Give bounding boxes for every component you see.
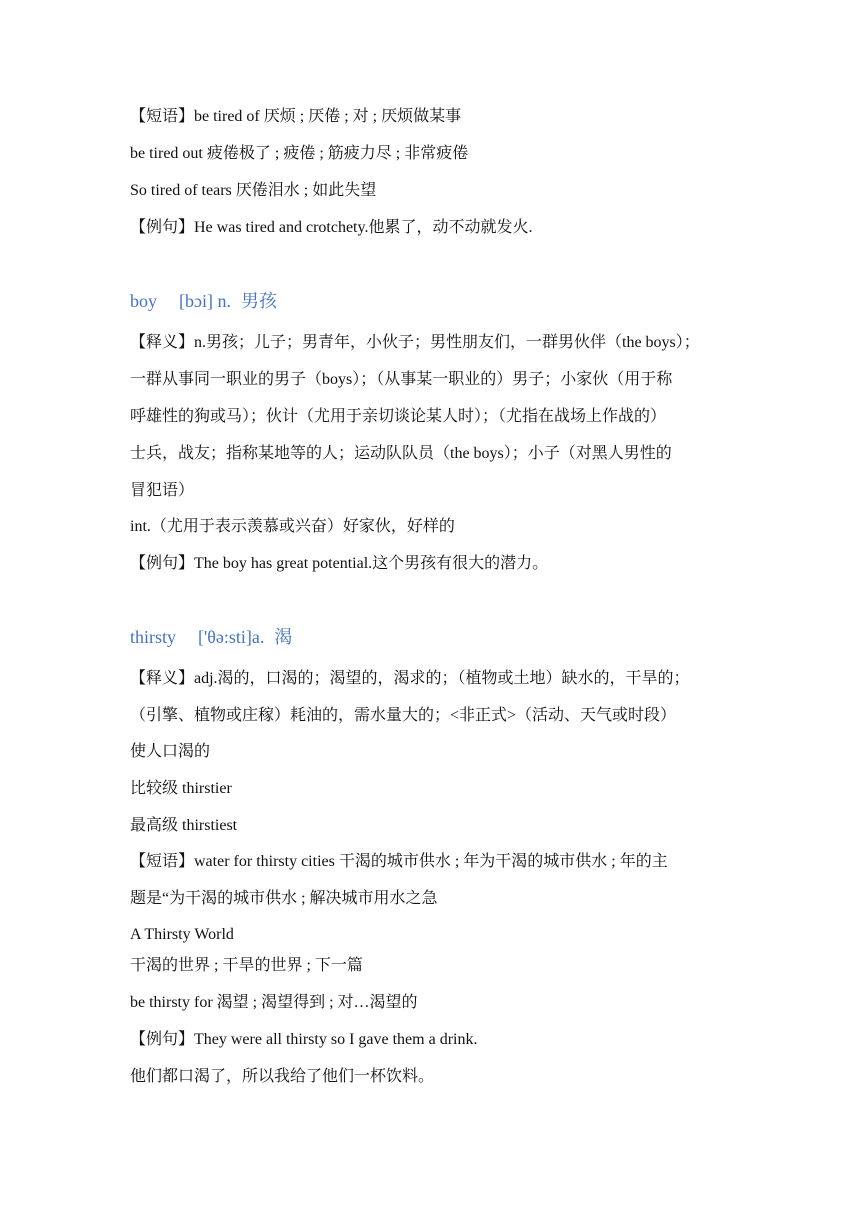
thirsty-phrase-1b: 题是“为干渴的城市供水 ; 解决城市用水之急 xyxy=(130,890,438,907)
thirsty-superlative: 最高级 thirstiest xyxy=(130,817,238,834)
headword-boy-phonetic: [bɔi] n. xyxy=(179,291,231,311)
thirsty-example-en: 【例句】They were all thirsty so I gave them a drink. xyxy=(130,1031,478,1048)
headword-boy-word: boy xyxy=(130,291,157,311)
thirsty-phrase-3: be thirsty for 渴望 ; 渴望得到 ; 对…渴望的 xyxy=(130,994,418,1011)
headword-boy-meaning: 男孩 xyxy=(240,291,277,311)
headword-thirsty-meaning: 渴 xyxy=(274,627,293,647)
thirsty-comparative: 比较级 thirstier xyxy=(130,780,232,797)
boy-definition-4: 士兵，战友；指称某地等的人；运动队队员（the boys）；小子（对黑人男性的 xyxy=(130,445,672,462)
headword-thirsty-phonetic: ['θə:sti]a. xyxy=(198,627,265,647)
boy-definition-1: 【释义】n.男孩；儿子；男青年，小伙子；男性朋友们，一群男伙伴（the boys）； xyxy=(130,334,700,351)
tired-example: 【例句】He was tired and crotchety.他累了，动不动就发火. xyxy=(130,219,533,236)
tired-phrase-3: So tired of tears 厌倦泪水 ; 如此失望 xyxy=(130,182,377,199)
boy-definition-5: 冒犯语） xyxy=(130,482,195,499)
boy-int-definition: int.（尤用于表示羡慕或兴奋）好家伙，好样的 xyxy=(130,518,455,535)
thirsty-example-zh: 他们都口渴了，所以我给了他们一杯饮料。 xyxy=(130,1068,435,1085)
thirsty-definition-1: 【释义】adj.渴的，口渴的；渴望的，渴求的；（植物或土地）缺水的，干旱的； xyxy=(130,670,690,687)
thirsty-definition-2: （引擎、植物或庄稼）耗油的，需水量大的；<非正式>（活动、天气或时段） xyxy=(130,707,677,724)
headword-thirsty xyxy=(130,626,750,648)
thirsty-phrase-2b: 干渴的世界 ; 干旱的世界 ; 下一篇 xyxy=(130,957,363,974)
tired-phrase-line: 【短语】be tired of 厌烦 ; 厌倦 ; 对 ; 厌烦做某事 xyxy=(130,108,462,125)
boy-example: 【例句】The boy has great potential.这个男孩有很大的潜力。 xyxy=(130,555,549,572)
thirsty-phrase-1a: 【短语】water for thirsty cities 干渴的城市供水 ; 年为干渴的城市供水 ; 年的主 xyxy=(130,853,668,870)
boy-definition-2: 一群从事同一职业的男子（boys）；（从事某一职业的）男子；小家伙（用于称 xyxy=(130,371,673,388)
headword-boy xyxy=(130,290,750,312)
thirsty-definition-3: 使人口渴的 xyxy=(130,743,211,760)
tired-phrase-2: be tired out 疲倦极了 ; 疲倦 ; 筋疲力尽 ; 非常疲倦 xyxy=(130,145,469,162)
thirsty-phrase-2a: A Thirsty World xyxy=(130,926,234,943)
boy-definition-3: 呼雄性的狗或马）；伙计（尤用于亲切谈论某人时）；（尤指在战场上作战的） xyxy=(130,408,667,425)
headword-thirsty-word: thirsty xyxy=(130,627,177,647)
